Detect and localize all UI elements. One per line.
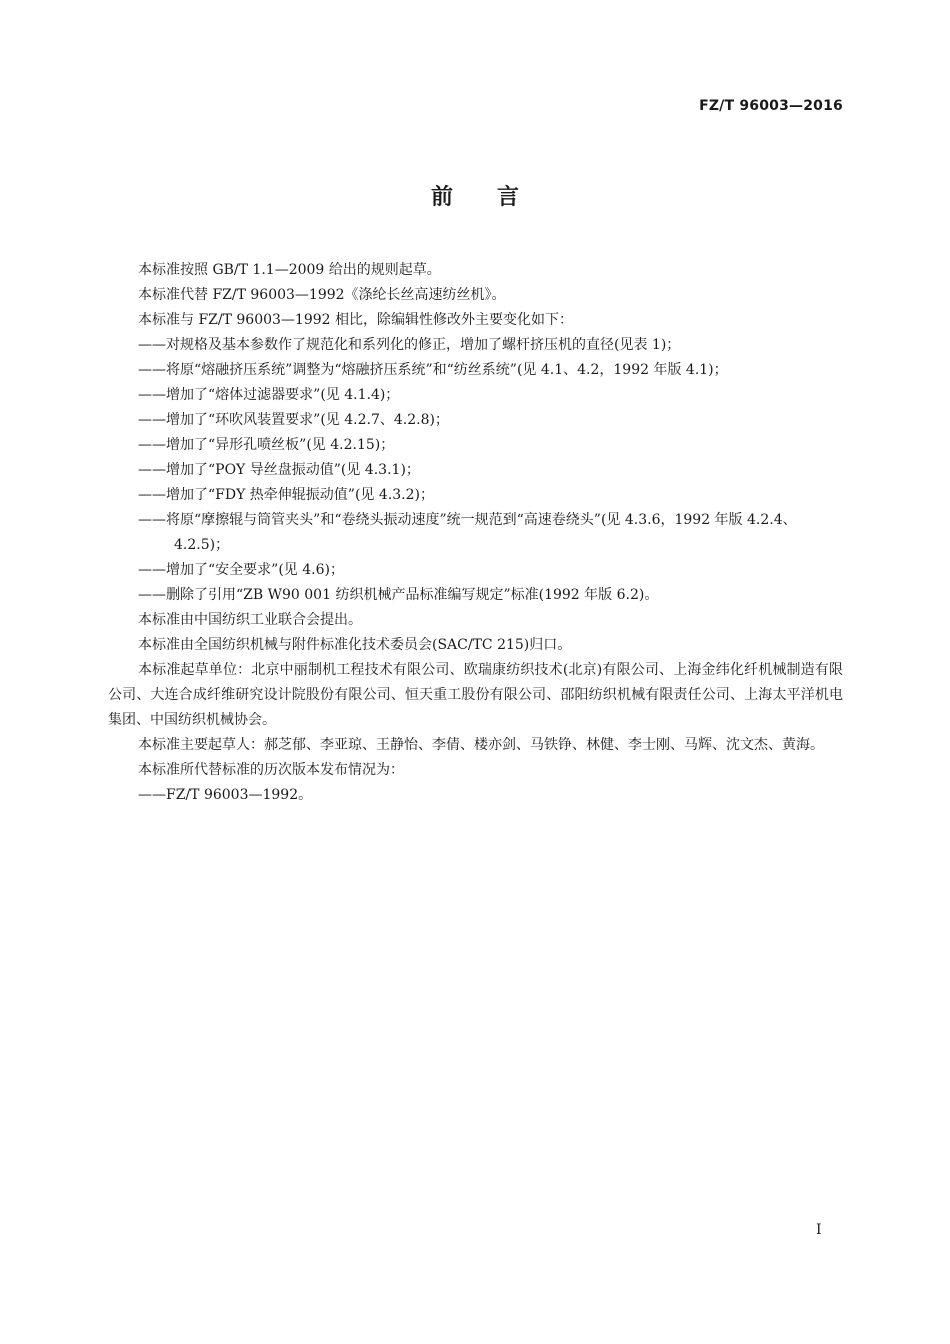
change-list-item: ——增加了“FDY 热牵伸辊振动值”(见 4.3.2)； — [138, 487, 434, 503]
change-list-item: ——增加了“环吹风装置要求”(见 4.2.7、4.2.8)； — [138, 412, 449, 428]
change-list-item: ——对规格及基本参数作了规范化和系列化的修正，增加了螺杆挤压机的直径(见表 1)； — [138, 337, 681, 353]
paragraph: 本标准由全国纺织机械与附件标准化技术委员会(SAC/TC 215)归口。 — [138, 637, 572, 653]
page-title: 前 言 — [430, 185, 519, 210]
change-list-item: ——增加了“熔体过滤器要求”(见 4.1.4)； — [138, 387, 400, 403]
change-list-item: ——FZ/T 96003—1992。 — [138, 787, 313, 803]
change-list-item: ——增加了“安全要求”(见 4.6)； — [138, 562, 344, 578]
foreword-body — [108, 258, 843, 808]
paragraph: 本标准所代替标准的历次版本发布情况为： — [138, 762, 404, 778]
change-list-item: ——删除了引用“ZB W90 001 纺织机械产品标准编写规定”标准(1992 年版 6.2)。 — [138, 587, 659, 603]
paragraph: 本标准按照 GB/T 1.1—2009 给出的规则起草。 — [138, 262, 441, 278]
change-list-item: ——增加了“异形孔喷丝板”(见 4.2.15)； — [138, 437, 395, 453]
change-list-item: ——将原“摩擦辊与筒管夹头”和“卷绕头振动速度”统一规范到“高速卷绕头”(见 4.3.6，1992 年版 4.2.4、4.2.5)； — [138, 512, 797, 553]
change-list-item: ——增加了“POY 导丝盘振动值”(见 4.3.1)； — [138, 462, 420, 478]
paragraph: 本标准起草单位：北京中丽制机工程技术有限公司、欧瑞康纺织技术(北京)有限公司、上海金纬化纤机械制造有限公司、大连合成纤维研究设计院股份有限公司、恒天重工股份有限公司、邵阳纺织机械有限责任公司、上海太平洋机电集团、中国纺织机械协会。 — [108, 662, 843, 728]
paragraph: 本标准代替 FZ/T 96003—1992《涤纶长丝高速纺丝机》。 — [138, 287, 506, 303]
standard-code: FZ/T 96003—2016 — [699, 98, 843, 114]
paragraph: 本标准与 FZ/T 96003—1992 相比，除编辑性修改外主要变化如下： — [138, 312, 574, 328]
paragraph: 本标准由中国纺织工业联合会提出。 — [138, 612, 362, 628]
page-number: I — [816, 1222, 822, 1238]
change-list-item: ——将原“熔融挤压系统”调整为“熔融挤压系统”和“纺丝系统”(见 4.1、4.2，1992 年版 4.1)； — [138, 362, 728, 378]
paragraph: 本标准主要起草人：郝芝郁、李亚琼、王静怡、李倩、楼亦剑、马铁铮、林健、李士刚、马辉、沈文杰、黄海。 — [138, 737, 824, 753]
